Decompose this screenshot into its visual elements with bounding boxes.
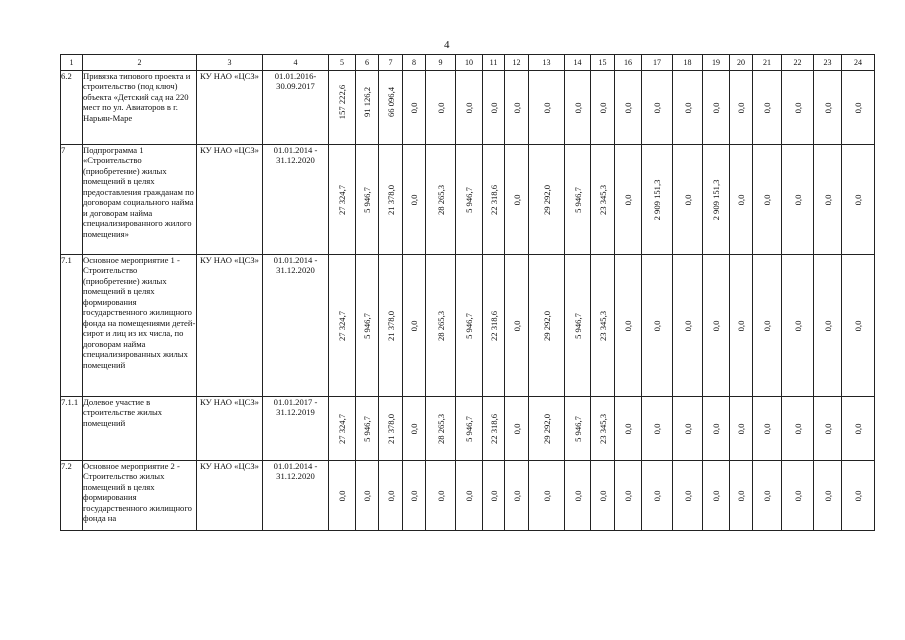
value-cell [329, 145, 356, 255]
value-cell [730, 255, 753, 397]
column-header-22: 22 [782, 55, 814, 71]
value-text: 0,0 [852, 102, 863, 113]
value-cell [329, 255, 356, 397]
value-text: 2 909 151,3 [651, 179, 662, 220]
value-text: 23 345,3 [597, 184, 608, 215]
value-text: 0,0 [385, 490, 396, 501]
value-cell [615, 255, 642, 397]
value-cell [483, 71, 505, 145]
value-cell [456, 145, 483, 255]
value-cell [456, 255, 483, 397]
value-cell [565, 71, 591, 145]
value-cell [642, 255, 673, 397]
row-name: Подпрограмма 1 «Строительство (приобретение) жилых помещений в целях предоставления гражданам по договорам социального найма и договорам найма специализированного жилого помещения» [83, 145, 197, 255]
value-cell [456, 461, 483, 531]
value-cell [483, 397, 505, 461]
value-text: 0,0 [761, 490, 772, 501]
row-executor: КУ НАО «ЦСЗ» [197, 145, 263, 255]
value-cell [356, 71, 379, 145]
column-header-1: 1 [61, 55, 83, 71]
value-text: 0,0 [622, 102, 633, 113]
value-cell [403, 255, 426, 397]
value-text: 22 318,6 [488, 413, 499, 444]
value-text: 0,0 [463, 102, 474, 113]
value-text: 27 324,7 [336, 184, 347, 215]
row-number: 7 [61, 145, 83, 255]
value-text: 5 946,7 [463, 186, 474, 213]
value-text: 29 292,0 [541, 184, 552, 215]
value-text: 0,0 [710, 423, 721, 434]
value-cell [403, 145, 426, 255]
value-text: 29 292,0 [541, 413, 552, 444]
value-text: 0,0 [852, 320, 863, 331]
value-cell [615, 397, 642, 461]
value-text: 0,0 [572, 102, 583, 113]
value-cell [379, 145, 403, 255]
column-header-9: 9 [426, 55, 456, 71]
value-cell [379, 255, 403, 397]
column-header-11: 11 [483, 55, 505, 71]
column-header-24: 24 [842, 55, 875, 71]
value-cell [782, 71, 814, 145]
column-header-4: 4 [263, 55, 329, 71]
value-cell [814, 461, 842, 531]
value-cell [842, 397, 875, 461]
value-cell [615, 461, 642, 531]
value-text: 5 946,7 [361, 186, 372, 213]
value-cell [782, 461, 814, 531]
value-cell [782, 145, 814, 255]
column-header-17: 17 [642, 55, 673, 71]
value-text: 2 909 151,3 [710, 179, 721, 220]
value-cell [642, 461, 673, 531]
column-header-19: 19 [703, 55, 730, 71]
value-text: 0,0 [408, 320, 419, 331]
value-cell [703, 461, 730, 531]
column-header-20: 20 [730, 55, 753, 71]
value-cell [842, 145, 875, 255]
value-cell [426, 461, 456, 531]
row-period: 01.01.2016-30.09.2017 [263, 71, 329, 145]
value-text: 0,0 [541, 102, 552, 113]
value-text: 28 265,3 [435, 184, 446, 215]
value-cell [426, 255, 456, 397]
value-cell [591, 461, 615, 531]
table-row [61, 145, 875, 255]
value-text: 22 318,6 [488, 184, 499, 215]
value-cell [529, 71, 565, 145]
column-header-21: 21 [753, 55, 782, 71]
value-cell [505, 461, 529, 531]
value-cell [591, 71, 615, 145]
value-text: 0,0 [511, 490, 522, 501]
row-executor: КУ НАО «ЦСЗ» [197, 71, 263, 145]
row-executor: КУ НАО «ЦСЗ» [197, 397, 263, 461]
column-header-8: 8 [403, 55, 426, 71]
value-text: 0,0 [511, 102, 522, 113]
value-cell [356, 397, 379, 461]
column-header-13: 13 [529, 55, 565, 71]
value-text: 0,0 [622, 490, 633, 501]
value-text: 0,0 [622, 194, 633, 205]
value-text: 0,0 [408, 194, 419, 205]
value-cell [565, 145, 591, 255]
value-cell [642, 145, 673, 255]
value-cell [814, 145, 842, 255]
value-text: 0,0 [336, 490, 347, 501]
value-cell [703, 397, 730, 461]
value-cell [642, 71, 673, 145]
value-cell [703, 145, 730, 255]
value-text: 0,0 [408, 423, 419, 434]
row-number: 7.1 [61, 255, 83, 397]
value-cell [426, 397, 456, 461]
value-cell [753, 461, 782, 531]
value-cell [483, 461, 505, 531]
value-text: 0,0 [710, 320, 721, 331]
value-cell [842, 461, 875, 531]
column-header-16: 16 [615, 55, 642, 71]
row-executor: КУ НАО «ЦСЗ» [197, 255, 263, 397]
header-row [61, 55, 875, 71]
value-cell [329, 461, 356, 531]
value-text: 0,0 [710, 490, 721, 501]
value-text: 0,0 [822, 423, 833, 434]
value-cell [615, 145, 642, 255]
value-text: 0,0 [682, 423, 693, 434]
budget-table [60, 54, 875, 531]
value-text: 0,0 [511, 194, 522, 205]
value-cell [565, 255, 591, 397]
value-text: 0,0 [792, 423, 803, 434]
row-name: Основное мероприятие 1 - Строительство (приобретение) жилых помещений в целях формирования государственного жилищного фонда на помещениями детей-сирот и лиц из их числа, по договорам найма специализированных жилых помещений [83, 255, 197, 397]
row-number: 6.2 [61, 71, 83, 145]
value-cell [379, 397, 403, 461]
value-cell [591, 255, 615, 397]
value-text: 0,0 [597, 490, 608, 501]
column-header-6: 6 [356, 55, 379, 71]
value-cell [505, 71, 529, 145]
value-cell [403, 461, 426, 531]
row-number: 7.2 [61, 461, 83, 531]
value-cell [591, 145, 615, 255]
value-text: 28 265,3 [435, 310, 446, 341]
value-text: 5 946,7 [572, 186, 583, 213]
column-header-15: 15 [591, 55, 615, 71]
value-text: 0,0 [710, 102, 721, 113]
value-text: 0,0 [651, 102, 662, 113]
value-cell [814, 71, 842, 145]
value-cell [456, 397, 483, 461]
value-text: 0,0 [735, 194, 746, 205]
value-cell [753, 255, 782, 397]
value-text: 0,0 [822, 194, 833, 205]
column-header-7: 7 [379, 55, 403, 71]
page-number: 4 [444, 39, 450, 51]
value-cell [356, 461, 379, 531]
value-cell [615, 71, 642, 145]
value-cell [356, 255, 379, 397]
value-text: 21 378,0 [385, 184, 396, 215]
value-text: 0,0 [761, 320, 772, 331]
value-text: 5 946,7 [572, 312, 583, 339]
row-name: Долевое участие в строительстве жилых помещений [83, 397, 197, 461]
value-text: 27 324,7 [336, 310, 347, 341]
row-period: 01.01.2014 - 31.12.2020 [263, 145, 329, 255]
value-text: 29 292,0 [541, 310, 552, 341]
value-text: 0,0 [488, 102, 499, 113]
value-text: 0,0 [735, 490, 746, 501]
value-text: 157 222,6 [336, 84, 347, 119]
row-name: Привязка типового проекта и строительство (под ключ) объекта «Детский сад на 220 мест по ул. Авиаторов в г. Нарьян-Маре [83, 71, 197, 145]
value-text: 0,0 [651, 490, 662, 501]
value-text: 0,0 [511, 423, 522, 434]
value-cell [505, 145, 529, 255]
value-text: 5 946,7 [463, 415, 474, 442]
value-cell [673, 461, 703, 531]
value-text: 0,0 [408, 102, 419, 113]
value-text: 0,0 [761, 102, 772, 113]
value-cell [730, 461, 753, 531]
row-period: 01.01.2014 - 31.12.2020 [263, 255, 329, 397]
value-text: 0,0 [792, 102, 803, 113]
value-text: 0,0 [435, 102, 446, 113]
value-text: 0,0 [852, 194, 863, 205]
value-cell [565, 461, 591, 531]
value-text: 0,0 [408, 490, 419, 501]
value-text: 0,0 [651, 320, 662, 331]
value-text: 0,0 [682, 320, 693, 331]
column-header-5: 5 [329, 55, 356, 71]
value-text: 91 126,2 [361, 86, 372, 117]
value-text: 0,0 [572, 490, 583, 501]
table-row [61, 397, 875, 461]
value-text: 0,0 [822, 490, 833, 501]
value-text: 0,0 [488, 490, 499, 501]
value-text: 22 318,6 [488, 310, 499, 341]
value-text: 5 946,7 [463, 312, 474, 339]
value-cell [426, 71, 456, 145]
table-row [61, 71, 875, 145]
column-header-14: 14 [565, 55, 591, 71]
value-cell [591, 397, 615, 461]
value-cell [703, 71, 730, 145]
value-text: 0,0 [541, 490, 552, 501]
value-text: 0,0 [463, 490, 474, 501]
value-text: 0,0 [792, 490, 803, 501]
value-text: 0,0 [761, 423, 772, 434]
table-row [61, 255, 875, 397]
value-text: 0,0 [361, 490, 372, 501]
value-text: 0,0 [597, 102, 608, 113]
value-cell [379, 461, 403, 531]
row-name: Основное мероприятие 2 - Строительство жилых помещений в целях формирования государственного жилищного фонда на [83, 461, 197, 531]
value-cell [703, 255, 730, 397]
value-cell [329, 397, 356, 461]
value-text: 21 378,0 [385, 413, 396, 444]
column-header-3: 3 [197, 55, 263, 71]
value-cell [842, 71, 875, 145]
column-header-23: 23 [814, 55, 842, 71]
value-cell [529, 145, 565, 255]
value-cell [642, 397, 673, 461]
row-number: 7.1.1 [61, 397, 83, 461]
value-text: 0,0 [792, 194, 803, 205]
column-header-2: 2 [83, 55, 197, 71]
value-text: 0,0 [511, 320, 522, 331]
value-text: 0,0 [435, 490, 446, 501]
value-cell [814, 397, 842, 461]
row-period: 01.01.2014 - 31.12.2020 [263, 461, 329, 531]
value-cell [356, 145, 379, 255]
value-text: 0,0 [682, 194, 693, 205]
value-text: 0,0 [852, 423, 863, 434]
value-text: 27 324,7 [336, 413, 347, 444]
value-cell [782, 255, 814, 397]
value-text: 0,0 [852, 490, 863, 501]
value-cell [753, 397, 782, 461]
column-header-10: 10 [456, 55, 483, 71]
value-cell [426, 145, 456, 255]
column-header-18: 18 [673, 55, 703, 71]
value-cell [403, 71, 426, 145]
value-cell [814, 255, 842, 397]
value-text: 0,0 [682, 490, 693, 501]
value-cell [403, 397, 426, 461]
value-cell [565, 397, 591, 461]
row-period: 01.01.2017 - 31.12.2019 [263, 397, 329, 461]
value-text: 28 265,3 [435, 413, 446, 444]
value-cell [673, 255, 703, 397]
value-text: 5 946,7 [572, 415, 583, 442]
value-text: 0,0 [792, 320, 803, 331]
value-text: 23 345,3 [597, 413, 608, 444]
value-cell [529, 397, 565, 461]
value-cell [730, 397, 753, 461]
value-cell [842, 255, 875, 397]
value-text: 0,0 [735, 102, 746, 113]
value-cell [730, 71, 753, 145]
value-text: 66 096,4 [385, 86, 396, 117]
value-text: 0,0 [651, 423, 662, 434]
value-text: 0,0 [622, 320, 633, 331]
value-cell [456, 71, 483, 145]
value-text: 0,0 [622, 423, 633, 434]
value-cell [505, 397, 529, 461]
value-text: 0,0 [761, 194, 772, 205]
value-cell [673, 145, 703, 255]
value-text: 0,0 [735, 320, 746, 331]
value-cell [483, 255, 505, 397]
value-cell [673, 71, 703, 145]
value-cell [505, 255, 529, 397]
value-cell [379, 71, 403, 145]
value-text: 23 345,3 [597, 310, 608, 341]
value-cell [673, 397, 703, 461]
column-header-12: 12 [505, 55, 529, 71]
value-text: 0,0 [822, 320, 833, 331]
row-executor: КУ НАО «ЦСЗ» [197, 461, 263, 531]
value-cell [753, 71, 782, 145]
value-text: 5 946,7 [361, 312, 372, 339]
value-cell [529, 255, 565, 397]
value-cell [753, 145, 782, 255]
value-cell [529, 461, 565, 531]
value-cell [483, 145, 505, 255]
value-text: 0,0 [735, 423, 746, 434]
value-cell [329, 71, 356, 145]
value-cell [730, 145, 753, 255]
table-row [61, 461, 875, 531]
value-text: 0,0 [682, 102, 693, 113]
value-cell [782, 397, 814, 461]
value-text: 21 378,0 [385, 310, 396, 341]
value-text: 5 946,7 [361, 415, 372, 442]
value-text: 0,0 [822, 102, 833, 113]
